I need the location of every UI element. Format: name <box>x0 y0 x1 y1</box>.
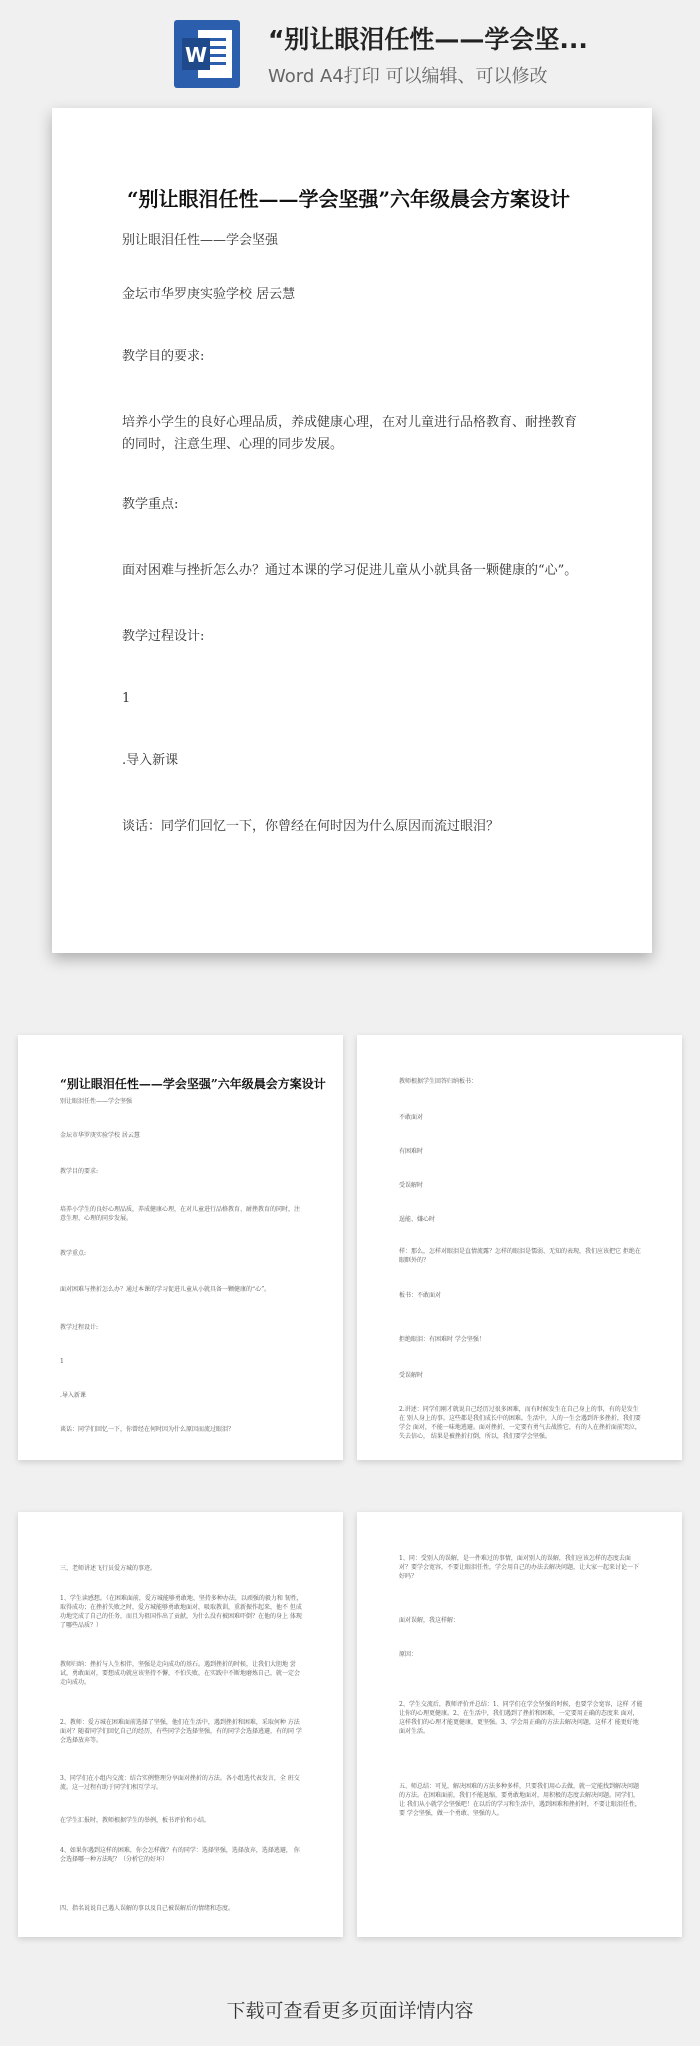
thumb-paragraph: 受误解时 <box>399 1372 424 1379</box>
page-thumbnail-4[interactable] <box>357 1512 682 1937</box>
thumb-paragraph: 有困难时 <box>399 1148 424 1155</box>
thumb-paragraph: 面对困难与挫折怎么办？通过本课的学习促进儿童从小就具备一颗健康的“心”。 <box>60 1286 271 1293</box>
thumb-paragraph: 教师归纳：挫折与人生相伴，坚强是走向成功的基石。遇到挫折的时候，让我们大胆地 尝试，勇敢面对，要想成功就应该坚持不懈，不怕失败，在实践中不断地磨炼自己，就一定会 走向成功。 <box>60 1661 301 1686</box>
thumb-paragraph: 教学目的要求: <box>60 1168 99 1175</box>
thumb-paragraph: 金坛市华罗庚实验学校 居云慧 <box>60 1132 140 1139</box>
thumb-paragraph: 原因： <box>399 1651 418 1658</box>
main-page-preview <box>52 108 652 953</box>
thumb-paragraph: 2、学生交流后，教师评价并总结：1、同学们在学会坚强的时候，也要学会宽容，这样 才能让你的心理更健康。2、在生活中，我们遇到了挫折和困难，一定要用正确的态度来 面对，这样我们的心理才能更健康，更坚强。3、学会用正确的方法去解决问题，这样才 能更好地面对生活。 <box>399 1701 643 1735</box>
thumb-paragraph: 1、同：受别人的误解，是一件难过的事情，面对别人的误解，我们应该怎样的态度去面 对？要学会宽容，不要让眼泪任性，学会用自己的办法去解决问题，让大家一起来讨论一下好吗？ <box>399 1555 640 1580</box>
thumb-paragraph: .导入新课 <box>60 1392 86 1399</box>
document-title: “别让眼泪任性——学会坚... <box>268 25 588 54</box>
thumb-paragraph: 板书：不敢面对 <box>399 1292 442 1299</box>
thumb-paragraph: 四、指名说说自己遇人误解的事以及自己被误解后的情绪和态度。 <box>60 1905 235 1912</box>
thumb-paragraph: 别让眼泪任性——学会坚强 <box>60 1098 133 1105</box>
page-thumbnail-1[interactable] <box>18 1035 343 1460</box>
main-paragraph: 教学过程设计: <box>122 629 205 644</box>
thumb-paragraph: 教师根据学生回答归纳板书： <box>399 1078 478 1085</box>
thumb-paragraph: 3、同学们在小组内交流：结合实例整理分享面对挫折的方法。各小组选代表发言，全 班交流。这一过程有助于同学们相互学习。 <box>60 1775 300 1791</box>
thumb-paragraph: 2.讲述：同学们刚才就说自己经历过很多困难，而有时候发生在自己身上的事，有的是发生在 别人身上的事。这些都是我们成长中的困难。生活中，人的一生会遇到许多挫折，我们要学会 面对，不能一味地逃避。面对挫折，一定要有勇气去战胜它，有的人在挫折面前哭泣，失去信心， 结果是被挫折打倒，所以，我们要学会坚强。 <box>399 1406 641 1440</box>
page-thumbnail-2[interactable] <box>357 1035 682 1460</box>
thumb-paragraph: 谈话：同学们回忆一下，你曾经在何时因为什么原因而流过眼泪？ <box>60 1426 235 1433</box>
download-more-link[interactable]: 下载可查看更多页面详情内容 <box>226 2000 474 2022</box>
main-paragraph: 教学目的要求: <box>122 349 205 364</box>
thumb-paragraph: 拒绝眼泪：有困难时 学会坚强！ <box>399 1336 485 1343</box>
thumb-paragraph: 在学生汇报时，教师根据学生的举例，板书评价和小结。 <box>60 1817 211 1824</box>
word-document-icon <box>174 20 240 88</box>
main-paragraph: .导入新课 <box>122 753 179 768</box>
main-paragraph: 金坛市华罗庚实验学校 居云慧 <box>122 287 296 302</box>
thumb-paragraph: 2、教师：爱方城在困难面前选择了坚强，他们在生活中，遇到挫折和困难，采取何种 方法面对？随着同学们回忆自己的经历，有些同学会选择坚强，有的同学会选择逃避，有的同 学会选择放弃等。 <box>60 1719 302 1744</box>
thumb-paragraph: 面对误解，我这样解： <box>399 1617 460 1624</box>
thumb-paragraph: 逞能、嫌心时 <box>399 1216 436 1223</box>
main-paragraph: 培养小学生的良好心理品质，养成健康心理，在对儿童进行品格教育、耐挫教育的同时，注意生理、心理的同步发展。 <box>122 415 578 452</box>
main-paragraph: 1 <box>122 691 131 706</box>
thumb-paragraph: 受误解时 <box>399 1182 424 1189</box>
page-thumbnail-3[interactable] <box>18 1512 343 1937</box>
thumb-paragraph: 培养小学生的良好心理品质，养成健康心理，在对儿童进行品格教育、耐挫教育的同时，注意生理、心理的同步发展。 <box>60 1206 301 1222</box>
thumb-paragraph: 五、师总结：可见，解决困难的方法多种多样，只要我们用心去做，就一定能找到解决问题 的方法。在困难面前，我们不能退缩，要勇敢地面对，用积极的态度去解决问题。同学们，让 我们从小就学会坚强吧！在以后的学习和生活中，遇到困难和挫折时，不要让眼泪任性，要 学会坚强，做一个勇敢、坚强的人。 <box>399 1783 641 1817</box>
document-subtitle: Word A4打印 可以编辑、可以修改 <box>268 66 548 87</box>
main-page-title: “别让眼泪任性——学会坚强”六年级晨会方案设计 <box>127 187 571 211</box>
thumb-title: “别让眼泪任性——学会坚强”六年级晨会方案设计 <box>60 1077 326 1091</box>
thumb-paragraph: 教学重点: <box>60 1250 87 1257</box>
main-paragraph: 谈话：同学们回忆一下，你曾经在何时因为什么原因而流过眼泪？ <box>122 819 500 834</box>
main-paragraph: 别让眼泪任性——学会坚强 <box>122 233 279 248</box>
thumb-paragraph: 教学过程设计: <box>60 1324 99 1331</box>
document-header <box>0 0 700 100</box>
thumb-paragraph: 1、学生读感想。（在困难面前，爱方城能够勇敢地、坚持多种办法，以顽强的毅力和 韧性，取得成功；在挫折失败之时，爱方城能够勇敢地面对，吸取教训，重新振作起来，他不 但成功地完成了自己的任务，而且为祖国作出了贡献，为什么没有被困难吓倒？在他的身上 体现了哪些品质？） <box>60 1595 303 1629</box>
thumb-paragraph: 样：那么，怎样对眼泪是直情流露？怎样的眼泪是懦弱、无知的表现，我们应该把它 拒绝在眼眶外的？ <box>399 1248 641 1264</box>
main-paragraph: 面对困难与挫折怎么办？通过本课的学习促进儿童从小就具备一颗健康的“心”。 <box>122 563 578 578</box>
thumb-paragraph: 不敢面对 <box>399 1114 424 1121</box>
thumb-paragraph: 三、老师讲述飞行员爱方城的事迹。 <box>60 1565 157 1572</box>
thumb-paragraph: 4、如果你遇到这样的困难，你会怎样做？有的同学：选择坚强，选择放弃，选择逃避， 你会选择哪一种方法呢？（分析它的好坏） <box>60 1847 300 1863</box>
word-icon-letter: W <box>184 43 208 67</box>
main-paragraph: 教学重点: <box>122 497 179 512</box>
thumb-paragraph: 1 <box>60 1358 64 1365</box>
